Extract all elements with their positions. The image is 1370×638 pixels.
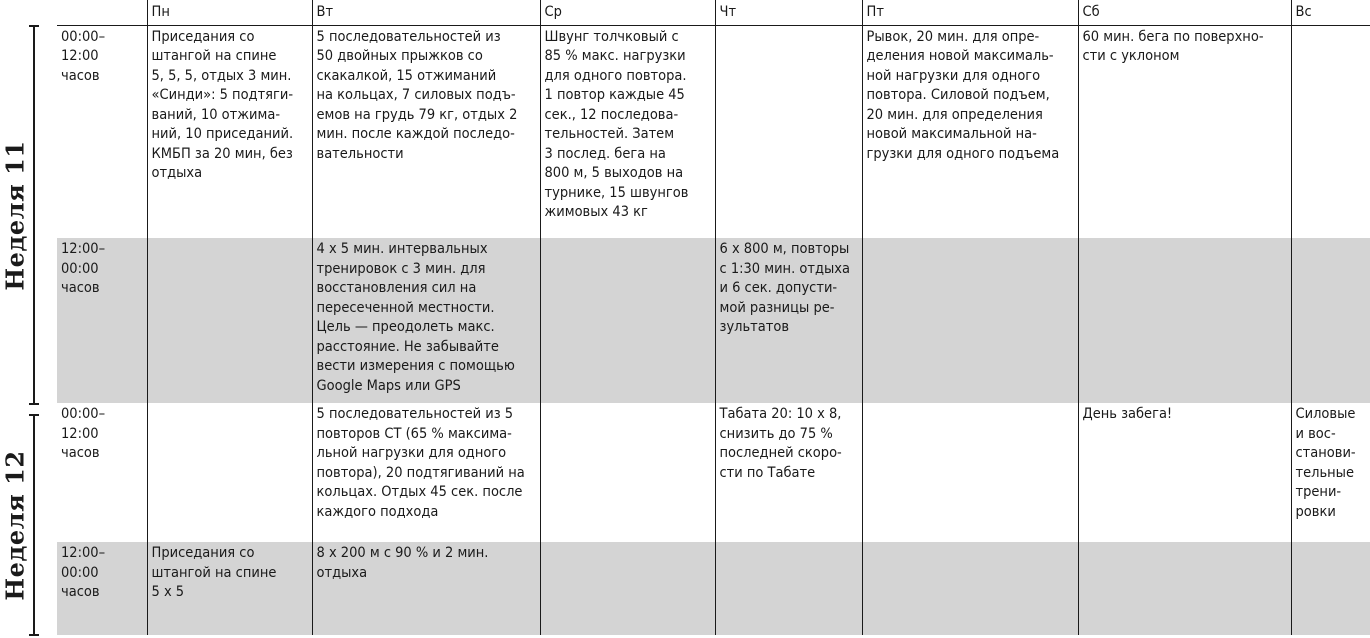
table-cell: Приседания со штангой на спине 5 х 5 xyxy=(147,542,312,635)
header-saturday: Сб xyxy=(1078,0,1291,25)
table-cell xyxy=(862,238,1078,403)
time-slot: 00:00– 12:00 часов xyxy=(57,403,147,542)
week-11-label: Неделя 11 xyxy=(0,139,30,291)
week-12-label-group xyxy=(0,414,56,636)
table-cell: Швунг толчковый с 85 % макс. нагрузки для одного повтора. 1 повтор каждые 45 сек., 12 последова- тельностей. Затем 3 послед. бега на 800 м, 5 выходов на турнике, 15 швунгов жимовых 43 кг xyxy=(540,25,715,238)
header-sunday: Вс xyxy=(1291,0,1370,25)
table-cell xyxy=(1078,238,1291,403)
week-11-text-container xyxy=(0,25,30,405)
table-cell: 6 х 800 м, повторы с 1:30 мин. отдыха и 6 сек. допусти- мой разницы ре- зультатов xyxy=(715,238,862,403)
table-cell xyxy=(862,542,1078,635)
table-row xyxy=(57,403,1370,542)
header-monday: Пн xyxy=(147,0,312,25)
week-12-label: Неделя 12 xyxy=(0,449,30,601)
training-schedule-table xyxy=(57,0,1370,635)
header-tuesday: Вт xyxy=(312,0,540,25)
time-slot: 12:00– 00:00 часов xyxy=(57,238,147,403)
table-cell: Рывок, 20 мин. для опре- деления новой максималь- ной нагрузки для одного повтора. Силовой подъем, 20 мин. для определения новой максимальной на- грузки для одного подъема xyxy=(862,25,1078,238)
week-11-label-group xyxy=(0,25,56,405)
table-row xyxy=(57,238,1370,403)
table-row xyxy=(57,542,1370,635)
table-cell xyxy=(715,542,862,635)
table-cell: 60 мин. бега по поверхно- сти с уклоном xyxy=(1078,25,1291,238)
time-slot: 12:00– 00:00 часов xyxy=(57,542,147,635)
table-cell xyxy=(715,25,862,238)
header-wednesday: Ср xyxy=(540,0,715,25)
table-row xyxy=(57,25,1370,238)
week-11-bracket xyxy=(33,25,35,405)
table-cell: Силовые и вос- станови- тельные трени- ровки xyxy=(1291,403,1370,542)
table-cell xyxy=(1291,25,1370,238)
table-cell: День забега! xyxy=(1078,403,1291,542)
table-cell xyxy=(540,238,715,403)
week-12-bracket xyxy=(33,414,35,636)
table-cell: Табата 20: 10 х 8, снизить до 75 % последней скоро- сти по Табате xyxy=(715,403,862,542)
table-cell: 5 последовательностей из 50 двойных прыжков со скакалкой, 15 отжиманий на кольцах, 7 силовых подъ- емов на грудь 79 кг, отдых 2 мин. после каждой последо- вательности xyxy=(312,25,540,238)
week-12-text-container xyxy=(0,414,30,636)
header-row xyxy=(57,0,1370,25)
table-cell: 4 х 5 мин. интервальных тренировок с 3 мин. для восстановления сил на пересеченной местности. Цель — преодолеть макс. расстояние. Не забывайте вести измерения с помощью Google Maps или GPS xyxy=(312,238,540,403)
table-cell xyxy=(540,542,715,635)
table-cell: 8 х 200 м с 90 % и 2 мин. отдыха xyxy=(312,542,540,635)
header-thursday: Чт xyxy=(715,0,862,25)
table-cell xyxy=(540,403,715,542)
table-cell xyxy=(1078,542,1291,635)
header-time xyxy=(57,0,147,25)
table-cell xyxy=(147,403,312,542)
header-friday: Пт xyxy=(862,0,1078,25)
table-cell xyxy=(1291,238,1370,403)
table-cell xyxy=(1291,542,1370,635)
table-cell xyxy=(862,403,1078,542)
table-cell: 5 последовательностей из 5 повторов СТ (65 % максима- льной нагрузки для одного повтора), 20 подтягиваний на кольцах. Отдых 45 сек. после каждого подхода xyxy=(312,403,540,542)
table-cell: Приседания со штангой на спине 5, 5, 5, отдых 3 мин. «Синди»: 5 подтяги- ваний, 10 отжима- ний, 10 приседаний. КМБП за 20 мин, без отдыха xyxy=(147,25,312,238)
time-slot: 00:00– 12:00 часов xyxy=(57,25,147,238)
table-cell xyxy=(147,238,312,403)
